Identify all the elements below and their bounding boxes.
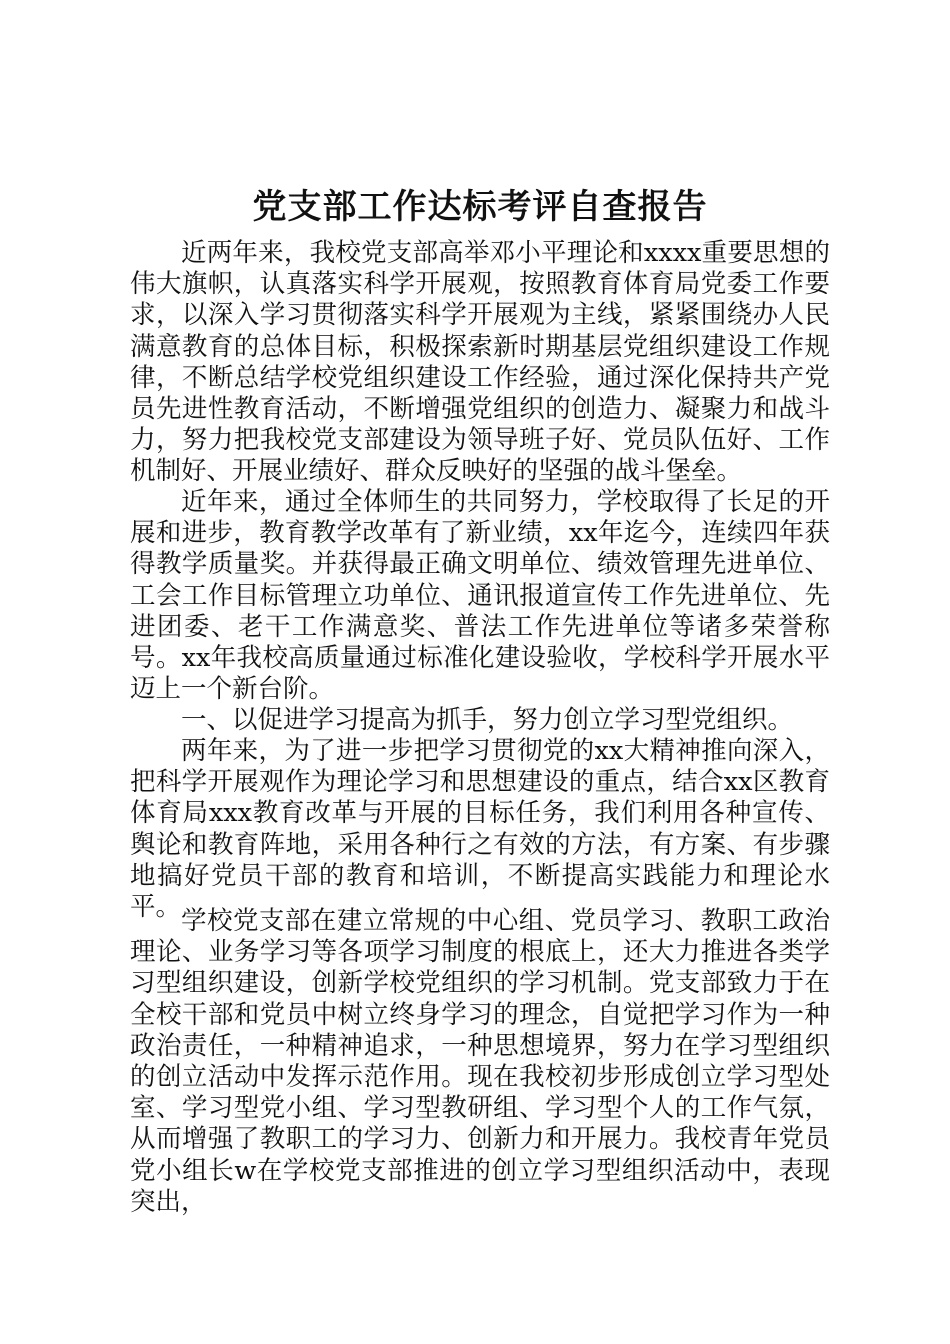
paragraph-achievements: 近年来，通过全体师生的共同努力，学校取得了长足的开展和进步，教育教学改革有了新业绩，xx年迄今，连续四年获得教学质量奖。并获得最正确文明单位、绩效管理先进单位、工会工作目标管理立功单位、通讯报道宣传工作先进单位、先进团委、老干工作满意奖、普法工作先进单位等诸多荣誉称号。xx年我校高质量通过标准化建设验收，学校科学开展水平迈上一个新台阶。 [130,487,830,705]
paragraph-learning-organization: 学校党支部在建立常规的中心组、党员学习、教职工政治理论、业务学习等各项学习制度的根底上，还大力推进各类学习型组织建设，创新学校党组织的学习机制。党支部致力于在全校干部和党员中树立终身学习的理念，自觉把学习作为一种政治责任，一种精神追求，一种思想境界，努力在学习型组织的创立活动中发挥示范作用。现在我校初步形成创立学习型处室、学习型党小组、学习型教研组、学习型个人的工作气氛，从而增强了教职工的学习力、创新力和开展力。我校青年党员党小组长w在学校党支部推进的创立学习型组织活动中，表现突出， [130,906,830,1217]
paragraph-learning-education: 两年来，为了进一步把学习贯彻党的xx大精神推向深入，把科学开展观作为理论学习和思想建设的重点，结合xx区教育体育局xxx教育改革与开展的目标任务，我们利用各种宣传、舆论和教育阵地，采用各种行之有效的方法，有方案、有步骤地搞好党员干部的教育和培训，不断提高实践能力和理论水平。 [130,736,830,923]
section-heading-learning: 一、以促进学习提高为抓手，努力创立学习型党组织。 [181,705,794,735]
paragraph-intro: 近两年来，我校党支部高举邓小平理论和xxxx重要思想的伟大旗帜，认真落实科学开展观，按照教育体育局党委工作要求，以深入学习贯彻落实科学开展观为主线，紧紧围绕办人民满意教育的总体目标，积极探索新时期基层党组织建设工作规律，不断总结学校党组织建设工作经验，通过深化保持共产党员先进性教育活动，不断增强党组织的创造力、凝聚力和战斗力，努力把我校党支部建设为领导班子好、党员队伍好、工作机制好、开展业绩好、群众反映好的坚强的战斗堡垒。 [130,238,830,487]
document-title: 党支部工作达标考评自查报告 [252,187,708,227]
